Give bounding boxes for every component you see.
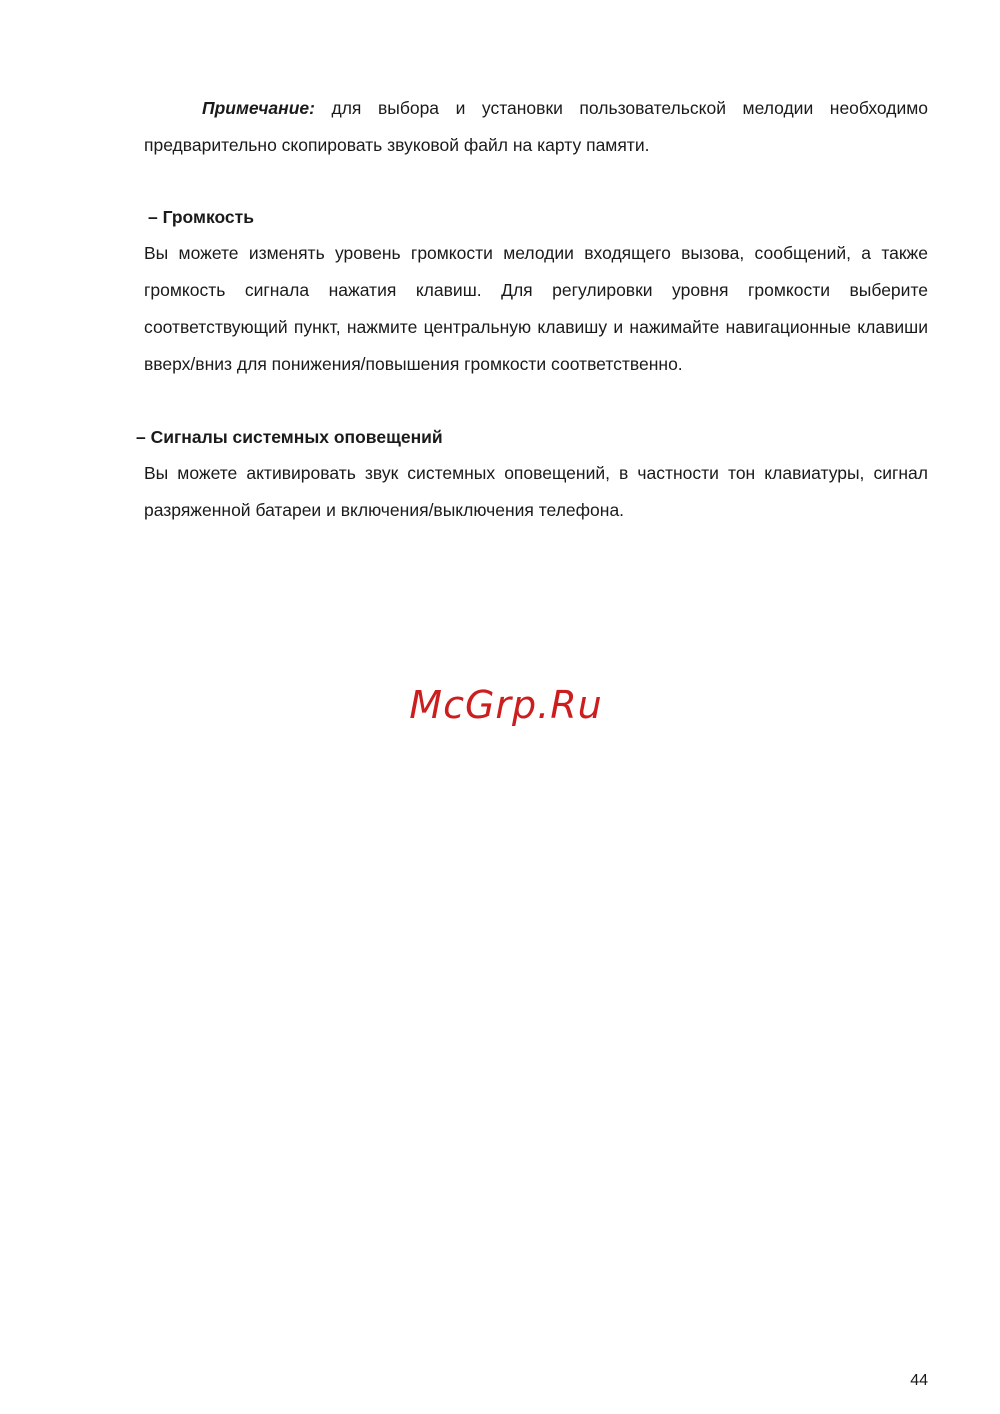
page-number: 44 [910,1372,928,1389]
system-signals-heading: – Сигналы системных оповещений [136,427,443,447]
volume-heading: – Громкость [148,207,254,227]
system-signals-paragraph: Вы можете активировать звук системных оповещений, в частности тон клавиатуры, сигнал разряженной батареи и включения/выключения телефона. [144,463,928,520]
volume-paragraph: Вы можете изменять уровень громкости мелодии входящего вызова, сообщений, а также громкость сигнала нажатия клавиш. Для регулировки уровня громкости выберите соответствующий пункт, нажмите центральную клавишу и нажимайте навигационные клавиши вверх/вниз для понижения/повышения громкости соответственно. [144,243,928,374]
watermark-logo: McGrp.Ru [409,683,603,727]
note-text: для выбора и установки пользовательской мелодии необходимо предварительно скопировать звуковой файл на карту памяти. [144,98,928,155]
note-paragraph [144,90,928,164]
note-label: Примечание: [202,98,315,118]
